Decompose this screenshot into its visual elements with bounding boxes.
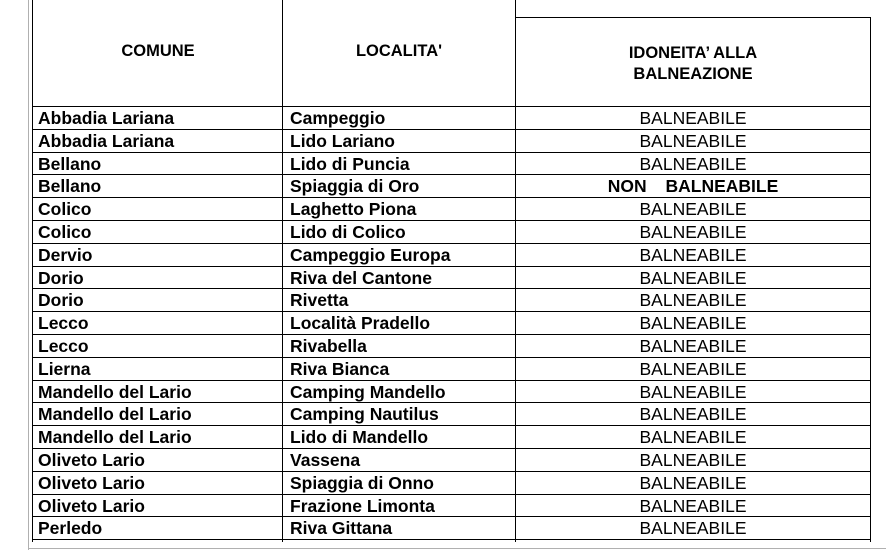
header-idoneita-line1: IDONEITA’ ALLA (628, 44, 758, 62)
table-row (0, 175, 886, 198)
table-row (0, 130, 886, 153)
cell-localita: Camping Mandello (290, 381, 446, 402)
table-row (0, 403, 886, 426)
cell-comune: Colico (38, 222, 92, 242)
table-row (0, 472, 886, 495)
cell-idoneita: BALNEABILE (639, 427, 747, 448)
row-divider (32, 174, 871, 175)
cell-comune: Bellano (38, 153, 102, 174)
row-divider (32, 129, 871, 130)
table-row (0, 381, 886, 404)
table-row (0, 495, 886, 518)
cell-idoneita: BALNEABILE (639, 244, 747, 265)
cell-idoneita: BALNEABILE (639, 404, 747, 425)
cell-comune: Dorio (38, 267, 84, 288)
cell-idoneita: BALNEABILE (639, 290, 747, 311)
cell-idoneita: BALNEABILE (639, 267, 747, 288)
row-divider (32, 471, 871, 472)
cell-localita: Lido di Colico (290, 222, 406, 242)
table-row (0, 107, 886, 130)
cell-comune: Colico (38, 199, 92, 220)
row-divider (32, 311, 871, 312)
row-divider (32, 380, 871, 381)
table-row (0, 267, 886, 290)
cell-comune: Mandello del Lario (38, 427, 192, 448)
header-comune: COMUNE (121, 42, 195, 60)
cell-localita: Località Pradello (290, 313, 431, 334)
table-row (0, 358, 886, 381)
cell-idoneita: BALNEABILE (639, 336, 747, 356)
cell-comune: Oliveto Lario (38, 450, 145, 470)
row-divider (32, 106, 871, 107)
cell-idoneita: BALNEABILE (639, 153, 747, 174)
table-row (0, 335, 886, 358)
cell-comune: Abbadia Lariana (38, 108, 175, 128)
table-row (0, 426, 886, 449)
row-divider (32, 494, 871, 495)
row-divider (32, 220, 871, 221)
cell-localita: Riva Bianca (290, 358, 390, 379)
row-divider (32, 539, 871, 540)
row-divider (32, 197, 871, 198)
cell-localita: Spiaggia di Oro (290, 176, 420, 197)
cell-idoneita: BALNEABILE (639, 472, 747, 493)
cell-comune: Bellano (38, 176, 102, 197)
cell-comune: Abbadia Lariana (38, 130, 175, 151)
cell-localita: Campeggio Europa (290, 244, 451, 265)
table-row (0, 198, 886, 221)
row-divider (32, 243, 871, 244)
table-row (0, 153, 886, 176)
row-divider (32, 288, 871, 289)
table-row (0, 449, 886, 472)
cell-localita: Vassena (290, 450, 361, 470)
row-divider (32, 334, 871, 335)
cell-localita: Campeggio (290, 108, 386, 128)
cell-localita: Spiaggia di Onno (290, 472, 434, 493)
cell-idoneita: BALNEABILE (639, 222, 747, 242)
cell-idoneita: BALNEABILE (639, 108, 747, 128)
table-row (0, 221, 886, 244)
row-divider (32, 152, 871, 153)
cell-idoneita: BALNEABILE (639, 130, 747, 151)
cell-idoneita: BALNEABILE (639, 381, 747, 402)
row-divider (32, 516, 871, 517)
cell-localita: Lido di Mandello (290, 427, 429, 448)
table-row (0, 244, 886, 267)
row-divider (32, 357, 871, 358)
table-row (0, 289, 886, 312)
header-localita: LOCALITA' (355, 42, 443, 60)
cell-comune: Lecco (38, 313, 89, 334)
cell-localita: Camping Nautilus (290, 404, 439, 425)
row-divider (32, 425, 871, 426)
cell-idoneita: BALNEABILE (639, 199, 747, 220)
row-divider (32, 448, 871, 449)
cell-localita: Rivetta (290, 290, 349, 311)
cell-idoneita: BALNEABILE (639, 313, 747, 334)
cell-idoneita: BALNEABILE (639, 518, 747, 539)
cell-localita: Lido di Puncia (290, 153, 410, 174)
cell-localita: Laghetto Piona (290, 199, 417, 220)
cell-idoneita: NON BALNEABILE (607, 176, 779, 197)
table-shadow-bottom (28, 548, 886, 549)
cell-localita: Lido Lariano (290, 130, 395, 151)
cell-comune: Mandello del Lario (38, 381, 192, 402)
cell-comune: Perledo (38, 518, 103, 539)
cell-comune: Dorio (38, 290, 84, 311)
cell-idoneita: BALNEABILE (639, 495, 747, 516)
cell-idoneita: BALNEABILE (639, 450, 747, 470)
row-divider (32, 266, 871, 267)
cell-comune: Oliveto Lario (38, 495, 145, 516)
table-row (0, 517, 886, 540)
row-divider (32, 402, 871, 403)
cell-comune: Dervio (38, 244, 93, 265)
cell-localita: Riva del Cantone (290, 267, 432, 288)
cell-comune: Lierna (38, 358, 91, 379)
cell-comune: Lecco (38, 336, 89, 356)
cell-idoneita: BALNEABILE (639, 358, 747, 379)
table-row (0, 312, 886, 335)
cell-localita: Frazione Limonta (290, 495, 435, 516)
header-idoneita-line2: BALNEAZIONE (633, 65, 753, 83)
cell-comune: Mandello del Lario (38, 404, 192, 425)
cell-comune: Oliveto Lario (38, 472, 145, 493)
cell-localita: Rivabella (290, 336, 367, 356)
header-top-border (515, 17, 871, 18)
cell-localita: Riva Gittana (290, 518, 393, 539)
